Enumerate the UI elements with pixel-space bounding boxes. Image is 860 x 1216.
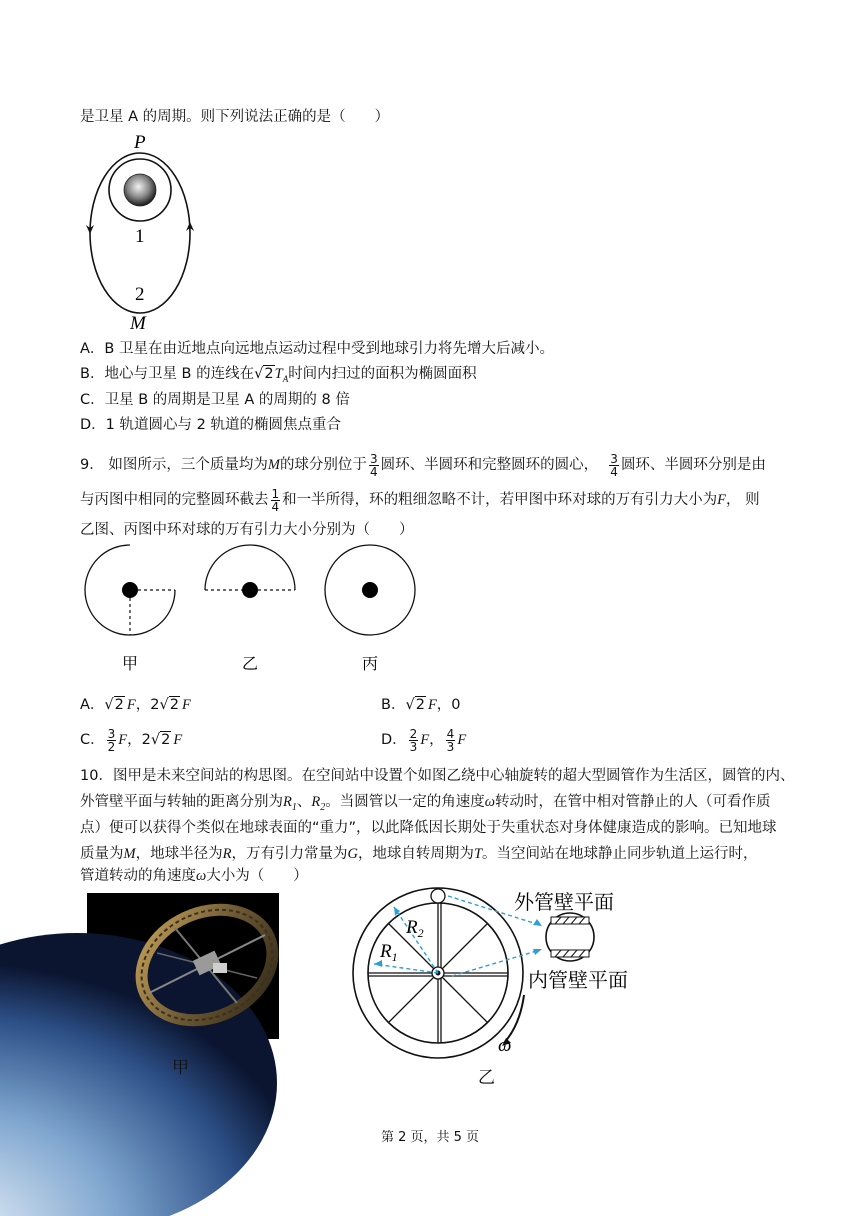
earth-ball [124,174,156,206]
label-2: 2 [135,284,145,305]
label-P: P [134,132,146,153]
q9-stem-line3: 乙图、丙图中环对球的万有引力大小分别为（ ） [80,522,414,538]
label-R2: $R_2$ [406,917,424,940]
label-inner-wall: 内管壁平面 [528,968,628,992]
q9-option-b: B．√2 F，0 [381,697,461,713]
q8-option-b: B．地心与卫星 B 的连线在$√2T_A$时间内扫过的面积为椭圆面积 [80,366,477,384]
ball-jia [122,582,138,598]
label-R1: $R_1$ [380,941,398,964]
q9-stem-line1: 9． 如图所示，三个质量均为M的球分别位于 $\frac{3}{4}$ 圆环、半圆环和完整圆环的圆心， $\frac{3}{4}$ 圆环、半圆环分别是由 [80,451,766,479]
q9-rings-figure [80,545,440,675]
label-bing: 丙 [362,654,379,673]
q8-option-d: D．1 轨道圆心与 2 轨道的椭圆焦点重合 [80,417,341,433]
q10-stem-line4: 质量为M，地球半径为R，万有引力常量为G，地球自转周期为T。当空间站在地球静止同步轨道上运行时， [80,846,758,862]
q9-option-c: C． $\frac{3}{2}$ F，2√2 F [80,726,183,754]
q9-option-d: D． $\frac{2}{3}$ F， $\frac{4}{3}$ F [381,726,467,754]
label-1: 1 [135,226,145,247]
q10-stem-line1: 10．图甲是未来空间站的构思图。在空间站中设置个如图乙绕中心轴旋转的超大型圆管作为生活区，圆管的内、 [80,768,795,784]
ball-bing [362,582,378,598]
q8-stem: 是卫星 A 的周期。则下列说法正确的是（ ） [80,109,390,125]
label-fig-jia: 甲 [172,1058,189,1078]
tube-top-marker [431,889,445,903]
page-footer: 第 2 页，共 5 页 [380,1130,480,1145]
label-jia: 甲 [122,654,139,673]
label-omega: ω [498,1035,512,1056]
q8-option-c: C．卫星 B 的周期是卫星 A 的周期的 8 倍 [80,392,350,408]
q9-stem-line2: 与丙图中相同的完整圆环截去 $\frac{1}{4}$ 和一半所得，环的粗细忽略不计，若甲图中环对球的万有引力大小为F， 则 [80,486,760,514]
label-M: M [130,313,146,334]
label-outer-wall: 外管壁平面 [514,890,614,914]
q8-orbit-figure [80,130,210,335]
q10-stem-line3: 点）便可以获得个类似在地球表面的“重力”，以此降低因长期处于失重状态对身体健康造成的影响。已知地球 [80,820,777,836]
rotating-tube-diagram [352,885,652,1085]
label-fig-yi: 乙 [478,1068,495,1088]
space-station-photo [87,893,279,1039]
q10-stem-line2: 外管壁平面与转轴的距离分别为$R_1$、$R_2$。当圆管以一定的角速度ω转动时，在管中相对管静止的人（可看作质 [80,794,771,813]
q10-stem-line5: 管道转动的角速度ω大小为（ ） [80,868,308,884]
ball-yi [242,582,258,598]
q9-option-a: A．√2 F，2√2 F [80,697,191,713]
q8-option-a: A．B 卫星在由近地点向远地点运动过程中受到地球引力将先增大后减小。 [80,341,554,357]
label-yi: 乙 [242,654,259,673]
